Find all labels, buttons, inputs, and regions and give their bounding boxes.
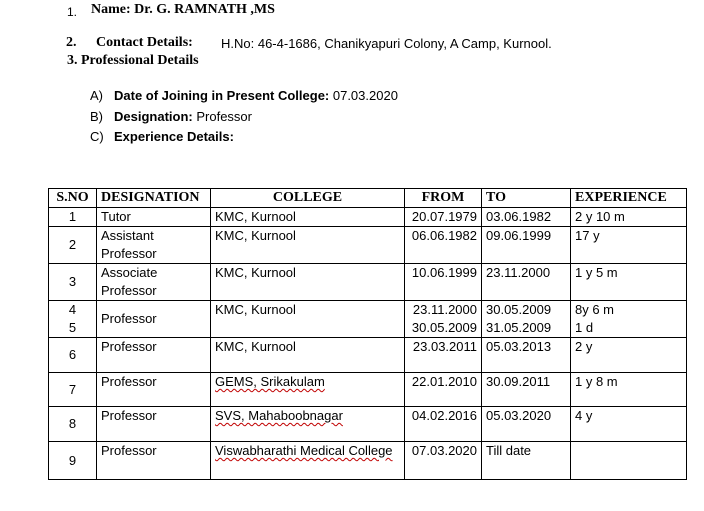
college-name: SVS, Mahaboobnagar	[215, 408, 343, 423]
cell-experience: 4 y	[571, 407, 687, 442]
table-row	[49, 301, 687, 338]
table-row	[49, 442, 687, 480]
sub-item-marker: A)	[90, 88, 103, 103]
cell-experience: 1 y 5 m	[571, 264, 687, 301]
sub-item-label: Experience Details:	[114, 129, 234, 144]
cell-experience: 17 y	[571, 227, 687, 264]
item-number-2: 2.	[66, 35, 77, 50]
cell-from: 06.06.1982	[405, 227, 482, 264]
cell-college	[211, 407, 405, 442]
cell-from: 22.01.2010	[405, 373, 482, 407]
cell-college	[211, 442, 405, 480]
cell-from-line: 23.11.2000	[412, 302, 477, 317]
cell-designation: Professor	[97, 338, 211, 373]
column-header: EXPERIENCE	[571, 189, 687, 208]
cell-to: 05.03.2013	[482, 338, 571, 373]
experience-table	[48, 188, 687, 480]
table-header-row	[49, 189, 687, 208]
column-header: DESIGNATION	[97, 189, 211, 208]
cell-experience-line: 1 d	[575, 320, 594, 335]
cell-college: KMC, Kurnool	[211, 301, 405, 338]
cell-sno-line: 5	[68, 320, 77, 335]
cell-to: 09.06.1999	[482, 227, 571, 264]
column-header: S.NO	[49, 189, 97, 208]
table-row	[49, 407, 687, 442]
cell-sno: 3	[49, 264, 97, 301]
table-row	[49, 208, 687, 227]
cell-college: KMC, Kurnool	[211, 338, 405, 373]
name-line: Name: Dr. G. RAMNATH ,MS	[91, 2, 275, 17]
sub-item-designation	[90, 109, 252, 124]
cell-from: 10.06.1999	[405, 264, 482, 301]
sub-item-date-of-joining	[90, 88, 398, 103]
college-name: GEMS, Srikakulam	[215, 374, 325, 389]
cell-sno	[49, 301, 97, 338]
cell-designation: Professor	[97, 407, 211, 442]
contact-label: Contact Details:	[96, 35, 193, 50]
cell-college	[211, 373, 405, 407]
sub-item-experience-details	[90, 129, 234, 144]
cell-college: KMC, Kurnool	[211, 227, 405, 264]
cell-to: 05.03.2020	[482, 407, 571, 442]
professional-details-heading: 3. Professional Details	[67, 53, 199, 68]
cell-designation: Professor	[97, 442, 211, 480]
sub-item-marker: C)	[90, 129, 104, 144]
cell-college: KMC, Kurnool	[211, 264, 405, 301]
table-row	[49, 264, 687, 301]
cell-sno: 9	[49, 442, 97, 480]
contact-value: H.No: 46-4-1686, Chanikyapuri Colony, A Camp, Kurnool.	[221, 36, 552, 51]
cell-sno: 6	[49, 338, 97, 373]
cell-experience	[571, 442, 687, 480]
cell-from: 20.07.1979	[405, 208, 482, 227]
cell-experience: 1 y 8 m	[571, 373, 687, 407]
sub-item-marker: B)	[90, 109, 103, 124]
cell-designation: Associate Professor	[97, 264, 211, 301]
cell-sno: 1	[49, 208, 97, 227]
cell-from: 23.03.2011	[405, 338, 482, 373]
cell-designation: Professor	[97, 301, 211, 338]
table-row	[49, 338, 687, 373]
college-name: Viswabharathi Medical College	[215, 443, 393, 458]
cell-sno: 2	[49, 227, 97, 264]
item-number-1: 1.	[67, 5, 78, 19]
sub-item-label: Date of Joining in Present College:	[114, 88, 330, 103]
cell-sno-line: 4	[68, 302, 77, 317]
column-header: FROM	[405, 189, 482, 208]
cell-experience	[571, 301, 687, 338]
cell-from: 07.03.2020	[405, 442, 482, 480]
cell-from	[405, 301, 482, 338]
sub-item-label: Designation:	[114, 109, 193, 124]
table-row	[49, 373, 687, 407]
cell-to	[482, 301, 571, 338]
cell-to-line: 30.05.2009	[486, 302, 552, 317]
cell-experience-line: 8y 6 m	[575, 302, 615, 317]
cell-to: 03.06.1982	[482, 208, 571, 227]
cell-to: Till date	[482, 442, 571, 480]
cell-experience: 2 y 10 m	[571, 208, 687, 227]
cell-designation: Professor	[97, 373, 211, 407]
column-header: COLLEGE	[211, 189, 405, 208]
cell-college: KMC, Kurnool	[211, 208, 405, 227]
cell-designation: Tutor	[97, 208, 211, 227]
table-row	[49, 227, 687, 264]
cell-designation: Assistant Professor	[97, 227, 211, 264]
column-header: TO	[482, 189, 571, 208]
cell-to: 30.09.2011	[482, 373, 571, 407]
cell-sno: 8	[49, 407, 97, 442]
cell-to: 23.11.2000	[482, 264, 571, 301]
cell-to-line: 31.05.2009	[486, 320, 552, 335]
sub-item-value: 07.03.2020	[329, 88, 398, 103]
sub-item-value: Professor	[192, 109, 252, 124]
cell-from-line: 30.05.2009	[411, 320, 477, 335]
cell-experience: 2 y	[571, 338, 687, 373]
cell-from: 04.02.2016	[405, 407, 482, 442]
cell-sno: 7	[49, 373, 97, 407]
